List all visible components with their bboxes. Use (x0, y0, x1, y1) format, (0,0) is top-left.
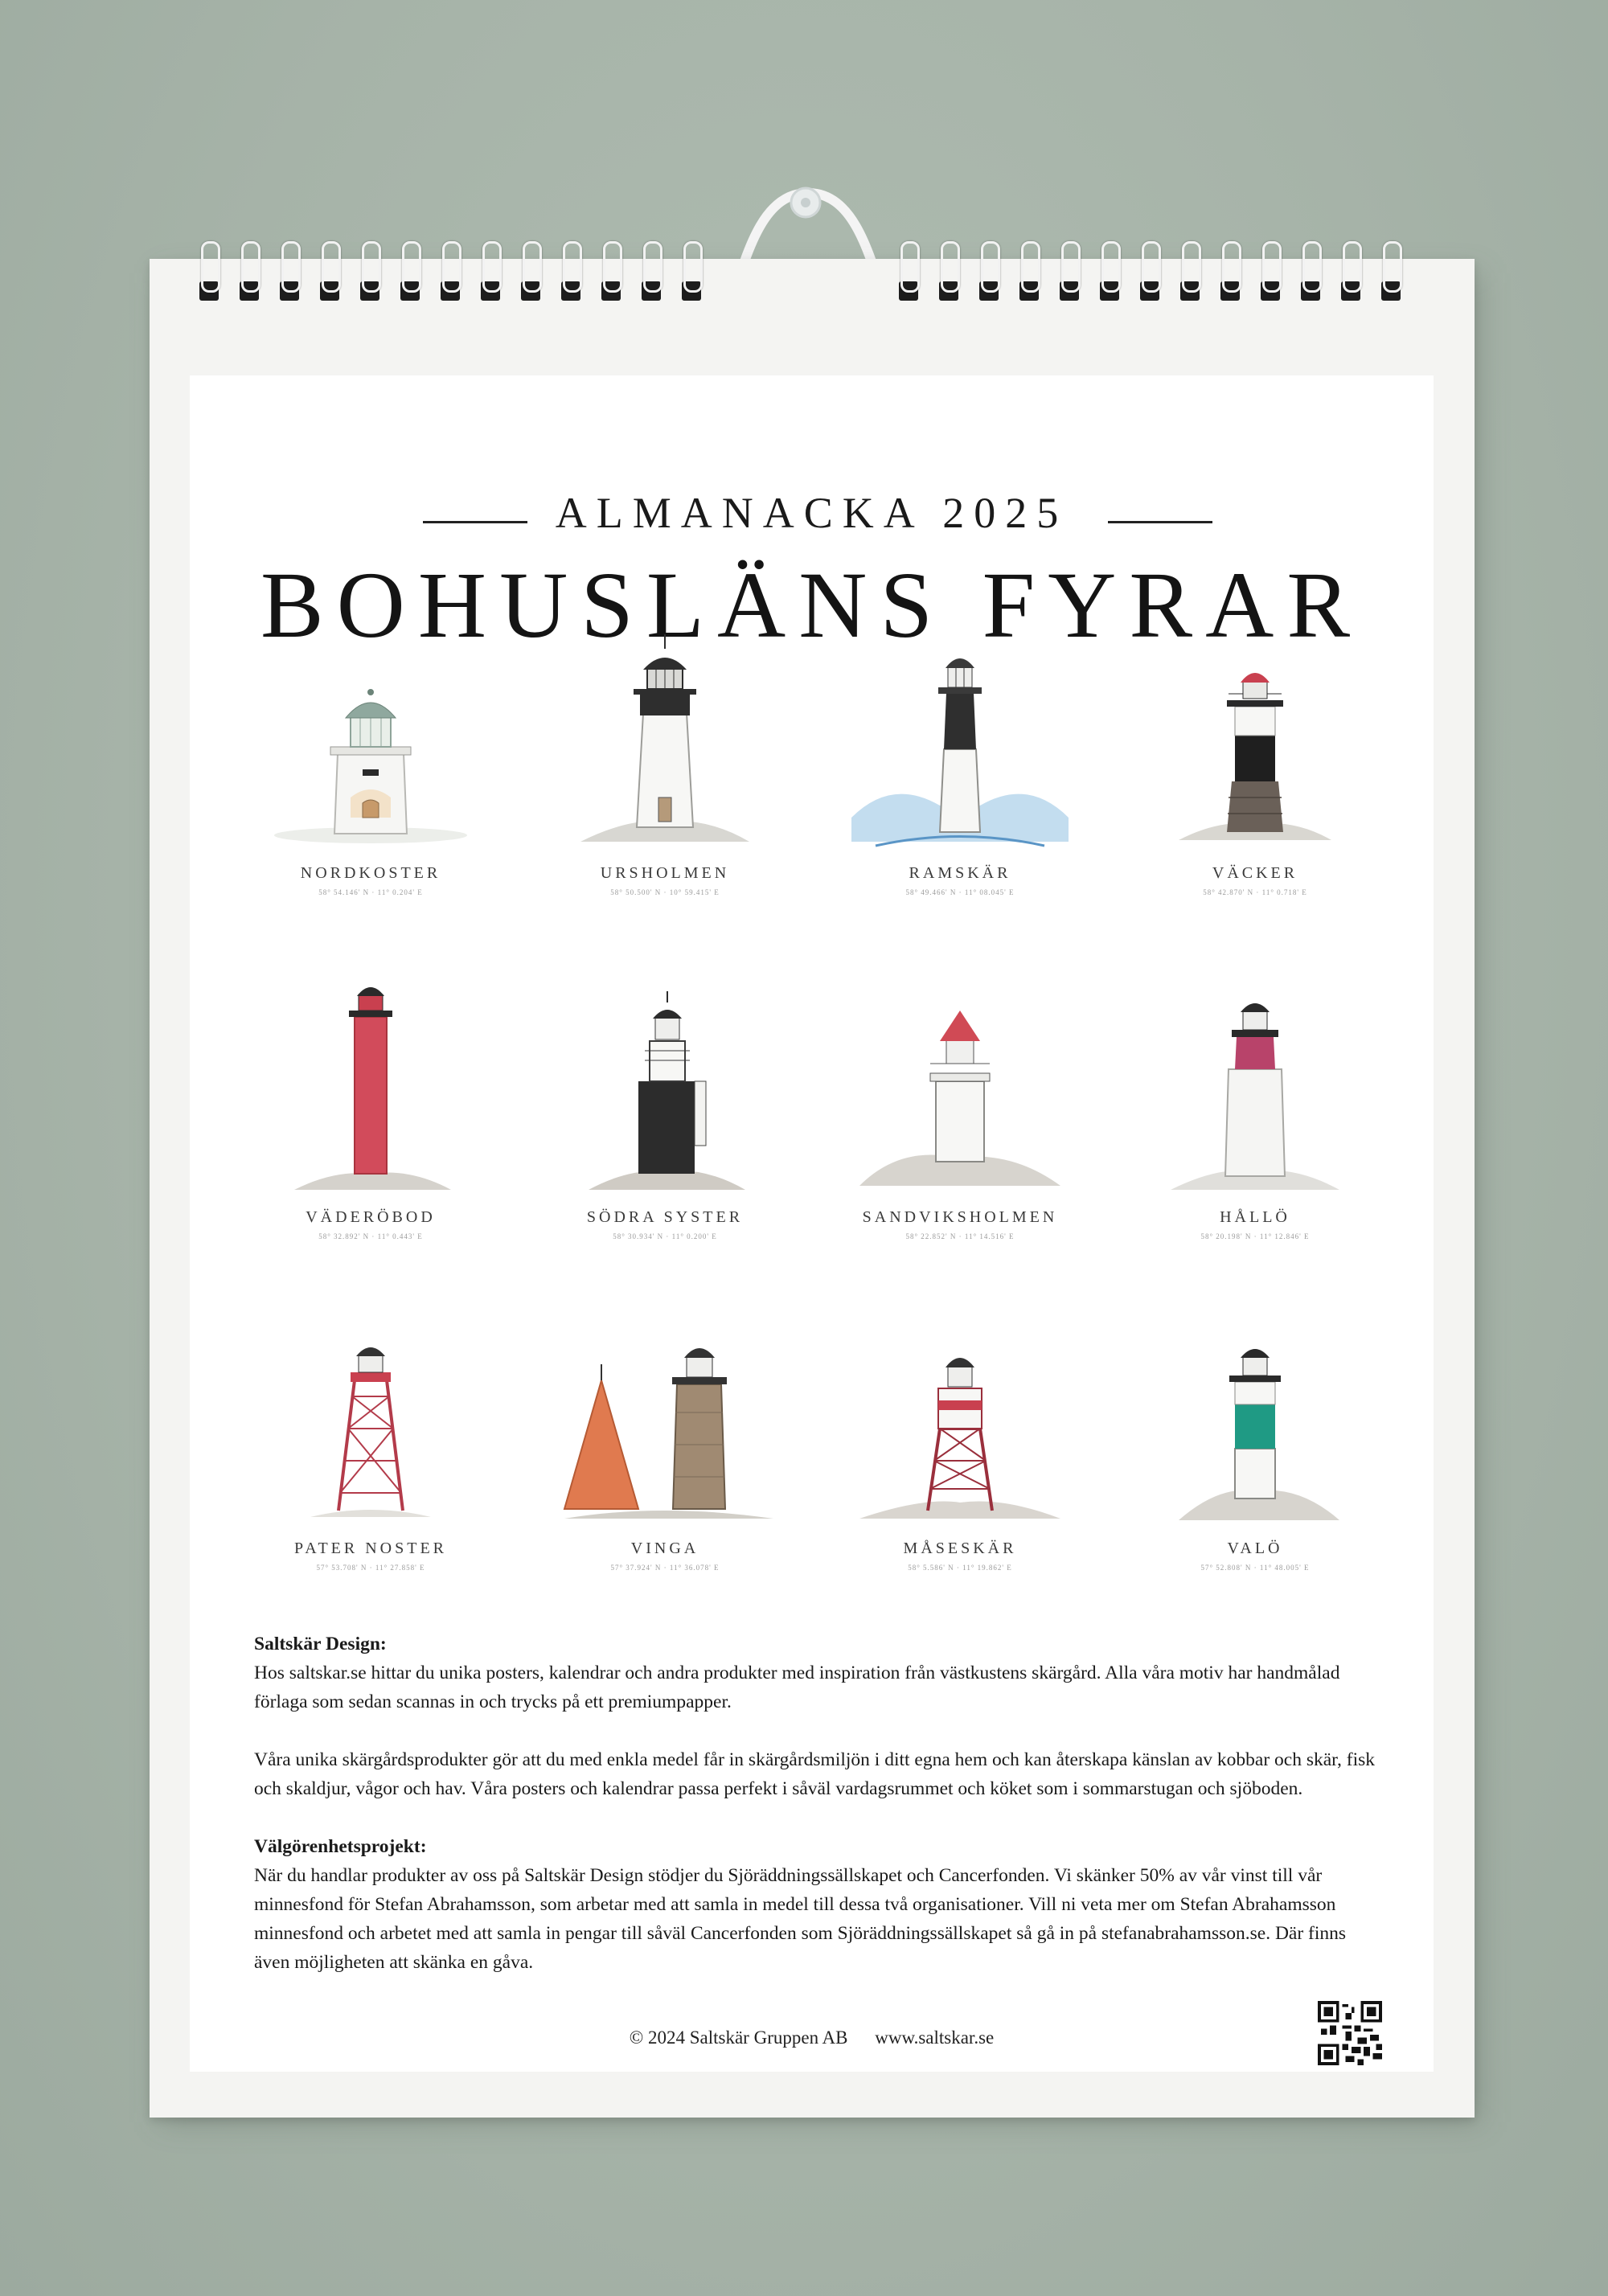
binding-ring (1220, 241, 1240, 305)
spiral-binding (199, 241, 1405, 314)
about-paragraph-2: Våra unika skärgårdsprodukter gör att du med enkla medel får in skärgårdsmiljön i ditt egna hem och kan återskapa känslan av kobbar och skär, fisk och skaldjur, vågor och hav. Våra posters och kalendrar passa perfekt i såväl vardagsrummet och köket som i sommarstugan och sjöboden. (254, 1749, 1376, 1799)
lighthouse-coordinates: 57° 37.924' N · 11° 36.078' E (610, 1564, 720, 1572)
lighthouse-name: PATER NOSTER (293, 1540, 448, 1557)
charity-section (254, 1832, 1380, 1977)
binding-ring (1019, 241, 1039, 305)
binding-ring (441, 241, 460, 305)
charity-paragraph: När du handlar produkter av oss på Saltskär Design stödjer du Sjöräddningssällskapet och Cancerfonden. Vi skänker 50% av vår vinst till vår minnesfond för Stefan Abrahamsson, som arbetar med att samla in medel till dessa två organisationer. Vill ni veta mer om Stefan Abrahamsson minnesfond och arbetet med att samla in pengar till såväl Cancerfonden som Sjöräddningssällskapet så gå in på stefanabrahamsson.se. Där finns även möjligheten att skänka en gåva. (254, 1865, 1347, 1973)
binding-ring (1261, 241, 1280, 305)
binding-ring (280, 241, 299, 305)
about-heading: Saltskär Design: (254, 1634, 387, 1654)
calendar-page (190, 375, 1434, 2072)
binding-ring (561, 241, 580, 305)
binding-ring (979, 241, 999, 305)
binding-ring (1180, 241, 1200, 305)
about-paragraph: Hos saltskar.se hittar du unika posters, kalendrar och andra produkter med inspiration från västkustens skärgård. Alla våra motiv har handmålad förlaga som sedan scannas in och trycks på ett premiumpapper. (254, 1663, 1340, 1712)
lighthouse-coordinates: 57° 52.808' N · 11° 48.005' E (1200, 1564, 1310, 1572)
binding-ring (939, 241, 958, 305)
lighthouse-pater-noster (238, 1292, 503, 1613)
binding-ring (1060, 241, 1079, 305)
lighthouse-sodra-syster (532, 961, 798, 1282)
lighthouse-hallo (1122, 961, 1388, 1282)
lighthouse-name: VINGA (630, 1540, 699, 1557)
lighthouse-coordinates: 58° 50.500' N · 10° 59.415' E (610, 888, 720, 896)
lighthouse-illustration (532, 617, 798, 858)
lighthouse-coordinates: 58° 30.934' N · 11° 0.200' E (613, 1232, 717, 1240)
lighthouse-vaderobod (238, 961, 503, 1282)
lighthouse-illustration (238, 1292, 503, 1533)
binding-ring (400, 241, 420, 305)
lighthouse-coordinates: 58° 54.146' N · 11° 0.204' E (318, 888, 423, 896)
lighthouse-name: HÅLLÖ (1220, 1208, 1290, 1226)
binding-ring (360, 241, 379, 305)
copyright: © 2024 Saltskär Gruppen AB (629, 2027, 848, 2048)
binding-ring (320, 241, 339, 305)
lighthouse-illustration (827, 617, 1093, 858)
about-section (254, 1630, 1380, 1716)
lighthouse-nordkoster (238, 617, 503, 938)
binding-ring (521, 241, 540, 305)
binding-ring (682, 241, 701, 305)
binding-ring (601, 241, 621, 305)
lighthouse-illustration (1122, 961, 1388, 1202)
page-title: BOHUSLÄNS FYRAR (260, 552, 1364, 658)
lighthouse-illustration (238, 617, 503, 858)
footer (190, 2027, 1434, 2048)
binding-ring (899, 241, 918, 305)
lighthouse-name: SANDVIKSHOLMEN (862, 1208, 1058, 1226)
binding-ring (240, 241, 259, 305)
lighthouse-valo (1122, 1292, 1388, 1613)
lighthouse-maseskar (827, 1292, 1093, 1613)
lighthouse-illustration (827, 1292, 1093, 1533)
charity-heading: Välgörenhetsprojekt: (254, 1836, 427, 1857)
lighthouse-name: URSHOLMEN (600, 864, 730, 882)
binding-ring (199, 241, 219, 305)
lighthouse-coordinates: 58° 20.198' N · 11° 12.846' E (1200, 1232, 1310, 1240)
binding-ring (1140, 241, 1159, 305)
lighthouse-vinga (532, 1292, 798, 1613)
supertitle: ALMANACKA 2025 (555, 489, 1069, 537)
lighthouse-illustration (532, 1292, 798, 1533)
binding-ring (642, 241, 661, 305)
lighthouse-coordinates: 58° 32.892' N · 11° 0.443' E (318, 1232, 423, 1240)
lighthouse-vacker (1122, 617, 1388, 938)
website-link[interactable]: www.saltskar.se (875, 2027, 995, 2048)
lighthouse-name: VÄCKER (1212, 864, 1298, 882)
lighthouse-ramskar (827, 617, 1093, 938)
lighthouse-coordinates: 58° 42.870' N · 11° 0.718' E (1203, 888, 1307, 896)
lighthouse-name: VÄDERÖBOD (306, 1208, 436, 1226)
lighthouse-illustration (532, 961, 798, 1202)
lighthouse-coordinates: 58° 49.466' N · 11° 08.045' E (905, 888, 1015, 896)
lighthouse-name: NORDKOSTER (300, 864, 441, 882)
binding-ring (1100, 241, 1119, 305)
lighthouse-coordinates: 58° 5.586' N · 11° 19.862' E (908, 1564, 1012, 1572)
calendar (150, 259, 1475, 2118)
binding-ring (481, 241, 500, 305)
lighthouse-name: SÖDRA SYSTER (586, 1208, 744, 1226)
binding-ring (1301, 241, 1320, 305)
lighthouse-coordinates: 58° 22.852' N · 11° 14.516' E (905, 1232, 1015, 1240)
binding-ring (1381, 241, 1401, 305)
binding-ring (1341, 241, 1360, 305)
lighthouse-ursholmen (532, 617, 798, 938)
lighthouse-illustration (1122, 617, 1388, 858)
about-text (254, 1630, 1380, 2006)
lighthouse-name: RAMSKÄR (909, 864, 1011, 882)
lighthouse-illustration (238, 961, 503, 1202)
lighthouse-name: MÅSESKÄR (903, 1540, 1017, 1557)
lighthouse-illustration (1122, 1292, 1388, 1533)
lighthouse-sandviksholmen (827, 961, 1093, 1282)
lighthouse-illustration (827, 961, 1093, 1202)
lighthouse-name: VALÖ (1227, 1540, 1283, 1557)
lighthouse-coordinates: 57° 53.708' N · 11° 27.858' E (316, 1564, 425, 1572)
qr-code-icon[interactable] (1318, 2001, 1382, 2065)
